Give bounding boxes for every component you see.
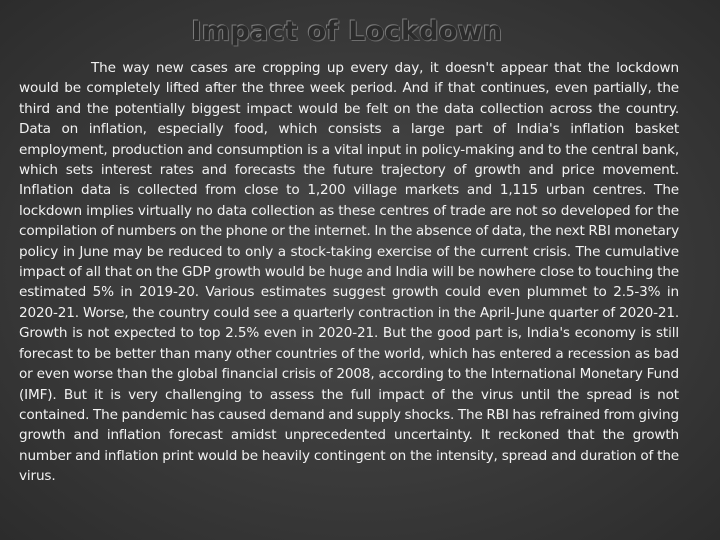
slide-body-text: The way new cases are cropping up every day, it doesn't appear that the lockdown would be completely lifted after the three week period. And if that continues, even partially, the third and the potentially biggest impact would be felt on the data collection across the country. Data on inflation, especially food, which consists a large part of India's inflation basket employment, production and consumption is a vital input in policy-making and to the central bank, which sets interest rates and forecasts the future trajectory of growth and price movement. Inflation data is collected from close to 1,200 village markets and 1,115 urban centres. The lockdown implies virtually no data collection as these centres of trade are not so developed for the compilation of numbers on the phone or the internet. In the absence of data, the next RBI monetary policy in June may be reduced to only a stock-taking exercise of the current crisis. The cumulative impact of all that on the GDP growth would be huge and India will be nowhere close to touching the estimated 5% in 2019-20. Various estimates suggest growth could even plummet to 2.5-3% in 2020-21. Worse, the country could see a quarterly contraction in the April-June quarter of 2020-21. Growth is not expected to top 2.5% even in 2020-21. But the good part is, India's economy is still forecast to be better than many other countries of the world, which has entered a recession as bad or even worse than the global financial crisis of 2008, according to the International Monetary Fund (IMF). But it is very challenging to assess the full impact of the virus until the spread is not contained. The pandemic has caused demand and supply shocks. The RBI has refrained from giving growth and inflation forecast amidst unprecedented uncertainty. It reckoned that the growth number and inflation print would be heavily contingent on the intensity, spread and duration of the virus. (19, 60, 680, 485)
slide-title: Impact of Lockdown (191, 16, 503, 47)
